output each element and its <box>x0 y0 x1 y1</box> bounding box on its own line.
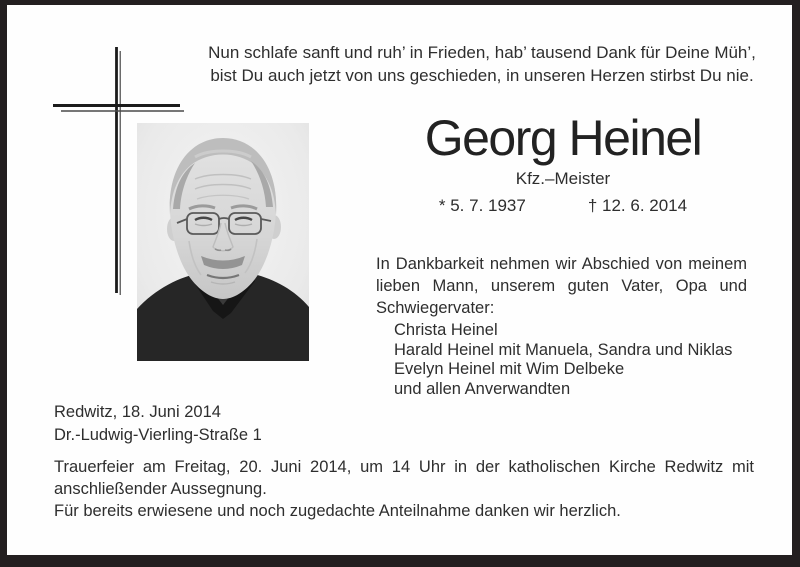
portrait-photo <box>137 123 309 361</box>
mourner-name: Evelyn Heinel mit Wim Delbeke <box>394 360 625 379</box>
mourner-name: und allen Anverwandten <box>394 379 571 398</box>
farewell-text: In Dankbarkeit nehmen wir Abschied von meinem lieben Mann, unserem guten Vater, Opa und Schwiegervater: <box>376 255 747 317</box>
verse-line-1: Nun schlafe sanft und ruh’ in Frieden, hab’ tausend Dank für Deine Müh’, <box>208 43 756 62</box>
place-and-date: Redwitz, 18. Juni 2014 <box>54 403 221 421</box>
mourners-list <box>394 321 784 399</box>
address: Dr.-Ludwig-Vierling-Straße 1 <box>54 425 262 444</box>
deceased-name: Georg Heinel <box>424 110 702 166</box>
acknowledgement-text: Für bereits erwiesene und noch zugedachte Anteilnahme danken wir herzlich. <box>54 502 621 520</box>
birth-date: * 5. 7. 1937 <box>438 196 526 215</box>
verse-line-2: bist Du auch jetzt von uns geschieden, in unseren Herzen stirbst Du nie. <box>210 66 754 85</box>
death-date: † 12. 6. 2014 <box>587 196 688 215</box>
memorial-verse <box>186 41 778 87</box>
mourner-name: Harald Heinel mit Manuela, Sandra und Niklas <box>394 340 733 359</box>
deceased-profession: Kfz.–Meister <box>515 169 611 188</box>
life-dates <box>377 195 749 217</box>
funeral-service-info: Trauerfeier am Freitag, 20. Juni 2014, um 14 Uhr in der katholischen Kirche Redwitz mit anschließender Aussegnung. <box>54 458 754 499</box>
place-and-address <box>54 401 474 446</box>
mourner-name: Christa Heinel <box>394 321 498 339</box>
deceased-header <box>377 110 749 217</box>
